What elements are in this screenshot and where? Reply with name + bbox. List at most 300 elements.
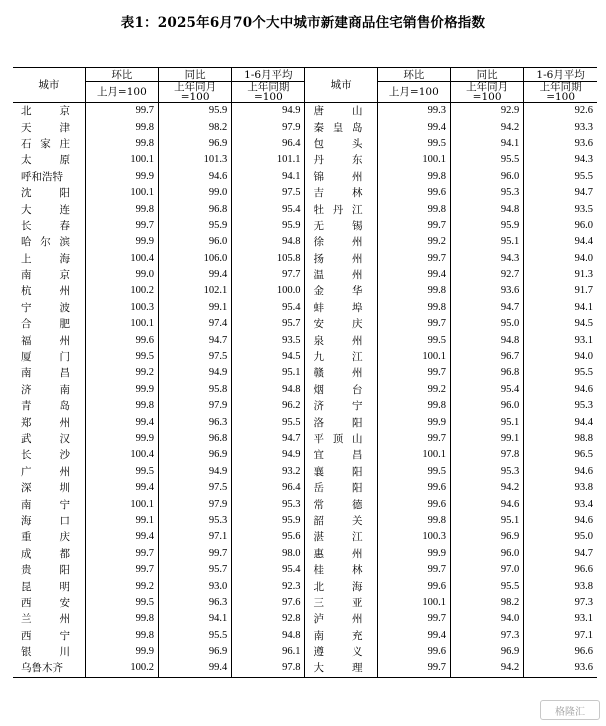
mom-value-left: 99.8: [85, 201, 158, 217]
ytd-value-left: 97.8: [232, 660, 305, 677]
city-label: 泸州: [313, 613, 364, 626]
table-row: [13, 398, 597, 414]
mom-value-left: 100.1: [85, 152, 158, 168]
yoy-value-left: 95.7: [158, 562, 231, 578]
city-name-right: [305, 267, 377, 283]
city-name-right: [305, 628, 377, 644]
mom-value-right: 99.7: [377, 218, 450, 234]
city-label: 遵义: [313, 646, 364, 659]
city-name-left: [13, 218, 85, 234]
yoy-base-line1: 上年同月: [466, 81, 509, 93]
mom-value-left: 99.7: [85, 546, 158, 562]
yoy-value-right: 95.4: [450, 382, 523, 398]
table-row: [13, 152, 597, 168]
yoy-value-right: 95.5: [450, 152, 523, 168]
mom-value-left: 99.2: [85, 365, 158, 381]
table-row: [13, 546, 597, 562]
mom-value-right: 99.7: [377, 316, 450, 332]
ytd-value-left: 95.9: [232, 513, 305, 529]
yoy-value-left: 96.0: [158, 234, 231, 250]
yoy-value-left: 99.4: [158, 660, 231, 677]
city-name-left: [13, 529, 85, 545]
yoy-value-left: 101.3: [158, 152, 231, 168]
city-name-right: [305, 251, 377, 267]
table-row: [13, 332, 597, 348]
table-row: [13, 529, 597, 545]
city-label: 广州: [21, 465, 71, 478]
yoy-value-left: 94.1: [158, 611, 231, 627]
mom-value-right: 99.5: [377, 464, 450, 480]
table-row: [13, 234, 597, 250]
mom-value-right: 99.7: [377, 562, 450, 578]
ytd-value-left: 96.4: [232, 136, 305, 152]
yoy-value-right: 94.8: [450, 201, 523, 217]
city-name-left: [13, 431, 85, 447]
city-label: 北京: [21, 105, 71, 118]
ytd-value-right: 91.7: [524, 283, 597, 299]
mom-value-left: 99.9: [85, 382, 158, 398]
table-row: [13, 562, 597, 578]
city-name-right: [305, 316, 377, 332]
table-row: [13, 349, 597, 365]
table-header: [13, 68, 597, 103]
city-name-left: [13, 513, 85, 529]
city-label: 西安: [21, 596, 71, 609]
city-name-right: [305, 447, 377, 463]
mom-value-left: 100.1: [85, 496, 158, 512]
ytd-value-left: 94.7: [232, 431, 305, 447]
table-row: [13, 185, 597, 201]
yoy-value-right: 95.5: [450, 578, 523, 594]
city-name-left: [13, 562, 85, 578]
mom-value-left: 99.4: [85, 529, 158, 545]
mom-value-left: 100.2: [85, 283, 158, 299]
city-name-right: [305, 496, 377, 512]
yoy-value-right: 94.2: [450, 480, 523, 496]
city-name-right: [305, 136, 377, 152]
city-name-right: [305, 103, 377, 120]
city-name-left: [13, 578, 85, 594]
mom-value-right: 99.8: [377, 283, 450, 299]
city-label: 西宁: [21, 629, 71, 642]
ytd-value-right: 93.8: [524, 480, 597, 496]
ytd-value-right: 97.1: [524, 628, 597, 644]
yoy-value-left: 106.0: [158, 251, 231, 267]
city-label: 大理: [313, 662, 364, 675]
city-label: 扬州: [313, 252, 364, 265]
table-row: [13, 496, 597, 512]
mom-value-left: 99.9: [85, 169, 158, 185]
city-name-left: [13, 185, 85, 201]
ytd-value-right: 96.6: [524, 644, 597, 660]
yoy-value-right: 94.2: [450, 119, 523, 135]
city-name-left: [13, 660, 85, 677]
city-name-right: [305, 169, 377, 185]
mom-value-left: 99.7: [85, 218, 158, 234]
city-name-left: [13, 480, 85, 496]
mom-value-left: 100.1: [85, 316, 158, 332]
yoy-value-left: 96.9: [158, 644, 231, 660]
yoy-value-right: 94.8: [450, 332, 523, 348]
table-row: [13, 464, 597, 480]
mom-value-right: 99.6: [377, 496, 450, 512]
mom-value-left: 99.8: [85, 119, 158, 135]
table-row: [13, 267, 597, 283]
yoy-value-left: 94.7: [158, 332, 231, 348]
mom-value-right: 99.6: [377, 644, 450, 660]
ytd-value-right: 93.5: [524, 201, 597, 217]
yoy-value-left: 97.4: [158, 316, 231, 332]
ytd-value-right: 96.5: [524, 447, 597, 463]
yoy-value-left: 94.9: [158, 464, 231, 480]
city-label: 青岛: [21, 400, 71, 413]
ytd-value-right: 95.5: [524, 365, 597, 381]
yoy-value-left: 98.2: [158, 119, 231, 135]
city-name-right: [305, 562, 377, 578]
ytd-value-left: 94.9: [232, 447, 305, 463]
mom-value-left: 100.2: [85, 660, 158, 677]
city-label: 锦州: [313, 170, 364, 183]
city-label: 乌鲁木齐: [21, 662, 63, 675]
city-label: 大连: [21, 203, 71, 216]
city-label: 秦皇岛: [313, 121, 364, 134]
ytd-value-right: 94.7: [524, 546, 597, 562]
mom-value-left: 99.1: [85, 513, 158, 529]
city-label: 沈阳: [21, 187, 71, 200]
city-label: 赣州: [313, 367, 364, 380]
city-label: 合肥: [21, 318, 71, 331]
city-label: 襄阳: [313, 465, 364, 478]
city-name-left: [13, 300, 85, 316]
city-name-left: [13, 283, 85, 299]
ytd-value-right: 96.6: [524, 562, 597, 578]
city-name-left: [13, 365, 85, 381]
yoy-value-right: 94.1: [450, 136, 523, 152]
city-label: 蚌埠: [313, 301, 364, 314]
ytd-value-right: 94.7: [524, 185, 597, 201]
yoy-value-left: 96.8: [158, 201, 231, 217]
ytd-value-right: 96.0: [524, 218, 597, 234]
city-name-right: [305, 414, 377, 430]
city-name-right: [305, 365, 377, 381]
ytd-value-left: 94.9: [232, 103, 305, 120]
yoy-value-left: 95.5: [158, 628, 231, 644]
city-name-left: [13, 103, 85, 120]
yoy-value-left: 96.9: [158, 447, 231, 463]
yoy-value-left: 97.9: [158, 398, 231, 414]
ytd-value-left: 95.3: [232, 496, 305, 512]
city-name-left: [13, 152, 85, 168]
yoy-value-left: 102.1: [158, 283, 231, 299]
mom-value-left: 100.3: [85, 300, 158, 316]
yoy-value-left: 96.9: [158, 136, 231, 152]
table-row: [13, 251, 597, 267]
mom-value-right: 100.1: [377, 152, 450, 168]
yoy-value-left: 93.0: [158, 578, 231, 594]
yoy-value-left: 94.9: [158, 365, 231, 381]
header-yoy-left: 同比: [158, 68, 231, 82]
city-label: 徐州: [313, 236, 364, 249]
ytd-value-right: 94.6: [524, 464, 597, 480]
ytd-value-right: 93.3: [524, 119, 597, 135]
mom-value-left: 99.4: [85, 480, 158, 496]
city-label: 郑州: [21, 416, 71, 429]
city-label: 石家庄: [21, 137, 71, 150]
city-name-left: [13, 332, 85, 348]
mom-value-left: 99.5: [85, 349, 158, 365]
header-ytd-base-left: [232, 82, 305, 103]
city-label: 重庆: [21, 531, 71, 544]
table-row: [13, 316, 597, 332]
city-label: 丹东: [313, 154, 364, 167]
ytd-value-left: 98.0: [232, 546, 305, 562]
mom-value-left: 99.8: [85, 398, 158, 414]
yoy-value-left: 94.6: [158, 169, 231, 185]
ytd-value-right: 94.0: [524, 349, 597, 365]
yoy-value-right: 94.2: [450, 660, 523, 677]
ytd-value-right: 95.5: [524, 169, 597, 185]
city-label: 惠州: [313, 547, 364, 560]
city-name-left: [13, 201, 85, 217]
mom-value-right: 99.9: [377, 414, 450, 430]
city-label: 南昌: [21, 367, 71, 380]
yoy-value-right: 97.8: [450, 447, 523, 463]
header-city-left: 城市: [13, 68, 85, 103]
yoy-value-right: 93.6: [450, 283, 523, 299]
city-label: 九江: [313, 351, 364, 364]
ytd-base-line2: =100: [546, 91, 576, 103]
city-name-left: [13, 644, 85, 660]
mom-value-left: 100.4: [85, 447, 158, 463]
city-name-left: [13, 251, 85, 267]
yoy-value-right: 94.0: [450, 611, 523, 627]
city-label: 哈尔滨: [21, 236, 71, 249]
mom-value-right: 99.8: [377, 513, 450, 529]
mom-value-right: 99.7: [377, 660, 450, 677]
ytd-value-left: 95.5: [232, 414, 305, 430]
city-name-left: [13, 267, 85, 283]
mom-value-right: 99.8: [377, 300, 450, 316]
city-label: 温州: [313, 269, 364, 282]
city-name-right: [305, 529, 377, 545]
city-label: 成都: [21, 547, 71, 560]
ytd-value-right: 97.3: [524, 595, 597, 611]
ytd-value-left: 96.4: [232, 480, 305, 496]
city-label: 常德: [313, 498, 364, 511]
mom-value-right: 99.7: [377, 431, 450, 447]
city-label: 厦门: [21, 351, 71, 364]
yoy-value-right: 98.2: [450, 595, 523, 611]
mom-value-right: 99.8: [377, 169, 450, 185]
mom-value-right: 99.7: [377, 251, 450, 267]
mom-value-right: 99.7: [377, 365, 450, 381]
mom-value-left: 100.1: [85, 185, 158, 201]
yoy-value-right: 96.9: [450, 644, 523, 660]
ytd-value-left: 96.2: [232, 398, 305, 414]
yoy-value-left: 95.3: [158, 513, 231, 529]
mom-value-left: 99.5: [85, 595, 158, 611]
table-row: [13, 136, 597, 152]
ytd-value-left: 97.6: [232, 595, 305, 611]
city-name-left: [13, 464, 85, 480]
mom-value-left: 100.4: [85, 251, 158, 267]
city-name-left: [13, 119, 85, 135]
city-label: 宁波: [21, 301, 71, 314]
city-name-right: [305, 152, 377, 168]
mom-value-right: 99.4: [377, 628, 450, 644]
mom-value-left: 99.0: [85, 267, 158, 283]
ytd-value-left: 95.9: [232, 218, 305, 234]
city-name-left: [13, 398, 85, 414]
mom-value-right: 99.7: [377, 611, 450, 627]
city-name-right: [305, 546, 377, 562]
city-name-right: [305, 185, 377, 201]
ytd-value-right: 94.4: [524, 234, 597, 250]
city-name-right: [305, 332, 377, 348]
city-label: 济南: [21, 383, 71, 396]
ytd-value-left: 101.1: [232, 152, 305, 168]
table-row: [13, 660, 597, 677]
ytd-value-right: 94.5: [524, 316, 597, 332]
city-label: 南京: [21, 269, 71, 282]
ytd-value-right: 94.3: [524, 152, 597, 168]
city-name-left: [13, 382, 85, 398]
ytd-value-right: 93.6: [524, 660, 597, 677]
mom-value-right: 99.6: [377, 185, 450, 201]
city-label: 牡丹江: [313, 203, 364, 216]
yoy-value-left: 95.9: [158, 218, 231, 234]
mom-value-left: 99.8: [85, 611, 158, 627]
mom-value-right: 99.3: [377, 103, 450, 120]
yoy-value-right: 96.0: [450, 546, 523, 562]
mom-value-right: 99.6: [377, 480, 450, 496]
yoy-value-right: 95.3: [450, 185, 523, 201]
city-label: 无锡: [313, 219, 364, 232]
ytd-value-left: 92.3: [232, 578, 305, 594]
ytd-value-left: 105.8: [232, 251, 305, 267]
price-index-table: [13, 67, 597, 678]
mom-value-left: 99.5: [85, 464, 158, 480]
ytd-base-line2: =100: [253, 91, 283, 103]
city-name-right: [305, 218, 377, 234]
yoy-value-right: 96.7: [450, 349, 523, 365]
city-label: 兰州: [21, 613, 71, 626]
city-label: 三亚: [313, 596, 364, 609]
city-name-left: [13, 611, 85, 627]
city-name-left: [13, 496, 85, 512]
city-name-right: [305, 300, 377, 316]
mom-value-left: 99.4: [85, 414, 158, 430]
yoy-value-right: 97.3: [450, 628, 523, 644]
table-row: [13, 578, 597, 594]
yoy-value-right: 95.0: [450, 316, 523, 332]
city-label: 深圳: [21, 482, 71, 495]
mom-value-left: 99.8: [85, 628, 158, 644]
city-label: 海口: [21, 514, 71, 527]
city-name-left: [13, 414, 85, 430]
city-name-right: [305, 578, 377, 594]
yoy-value-left: 99.7: [158, 546, 231, 562]
city-label: 长沙: [21, 449, 71, 462]
table-row: [13, 119, 597, 135]
city-label: 洛阳: [313, 416, 364, 429]
city-label: 福州: [21, 334, 71, 347]
city-label: 南宁: [21, 498, 71, 511]
ytd-value-left: 94.8: [232, 382, 305, 398]
city-label: 桂林: [313, 564, 364, 577]
city-name-left: [13, 595, 85, 611]
mom-value-right: 99.8: [377, 201, 450, 217]
table-title: 表1：2025年6月70个大中城市新建商品住宅销售价格指数: [120, 15, 486, 31]
ytd-value-left: 95.1: [232, 365, 305, 381]
table-row: [13, 103, 597, 120]
mom-value-right: 99.5: [377, 136, 450, 152]
city-label: 武汉: [21, 433, 71, 445]
mom-value-right: 99.4: [377, 119, 450, 135]
ytd-value-left: 94.8: [232, 234, 305, 250]
ytd-base-line1: 上年同期: [539, 81, 582, 93]
city-name-left: [13, 316, 85, 332]
city-name-left: [13, 546, 85, 562]
ytd-value-left: 94.8: [232, 628, 305, 644]
city-name-right: [305, 234, 377, 250]
ytd-value-left: 95.4: [232, 562, 305, 578]
header-ytd-left: 1-6月平均: [232, 68, 305, 82]
yoy-value-left: 96.8: [158, 431, 231, 447]
ytd-value-left: 96.1: [232, 644, 305, 660]
city-name-right: [305, 431, 377, 447]
mom-value-right: 99.4: [377, 267, 450, 283]
ytd-value-left: 97.7: [232, 267, 305, 283]
city-label: 包头: [313, 137, 364, 150]
mom-value-right: 99.8: [377, 398, 450, 414]
city-label: 唐山: [313, 105, 364, 118]
mom-value-left: 99.9: [85, 644, 158, 660]
city-name-right: [305, 660, 377, 677]
yoy-value-right: 95.3: [450, 464, 523, 480]
city-name-right: [305, 644, 377, 660]
table-row: [13, 513, 597, 529]
header-mom-right: 环比: [377, 68, 450, 82]
ytd-value-left: 93.2: [232, 464, 305, 480]
ytd-value-right: 95.0: [524, 529, 597, 545]
yoy-value-left: 97.5: [158, 480, 231, 496]
mom-value-right: 100.1: [377, 447, 450, 463]
ytd-value-right: 92.6: [524, 103, 597, 120]
city-label: 韶关: [313, 514, 364, 527]
city-label: 济宁: [313, 400, 364, 413]
yoy-value-right: 96.8: [450, 365, 523, 381]
header-yoy-right: 同比: [450, 68, 523, 82]
table-body: [13, 103, 597, 678]
table-row: [13, 382, 597, 398]
mom-value-right: 99.2: [377, 234, 450, 250]
city-label: 贵阳: [21, 564, 71, 577]
yoy-value-right: 96.0: [450, 169, 523, 185]
ytd-value-right: 93.4: [524, 496, 597, 512]
ytd-value-left: 92.8: [232, 611, 305, 627]
ytd-value-left: 94.5: [232, 349, 305, 365]
mom-value-right: 100.1: [377, 595, 450, 611]
yoy-base-line2: =100: [472, 91, 502, 103]
ytd-value-right: 91.3: [524, 267, 597, 283]
city-name-left: [13, 136, 85, 152]
ytd-value-left: 100.0: [232, 283, 305, 299]
yoy-value-right: 92.7: [450, 267, 523, 283]
yoy-value-left: 95.8: [158, 382, 231, 398]
ytd-value-left: 95.6: [232, 529, 305, 545]
city-name-right: [305, 382, 377, 398]
